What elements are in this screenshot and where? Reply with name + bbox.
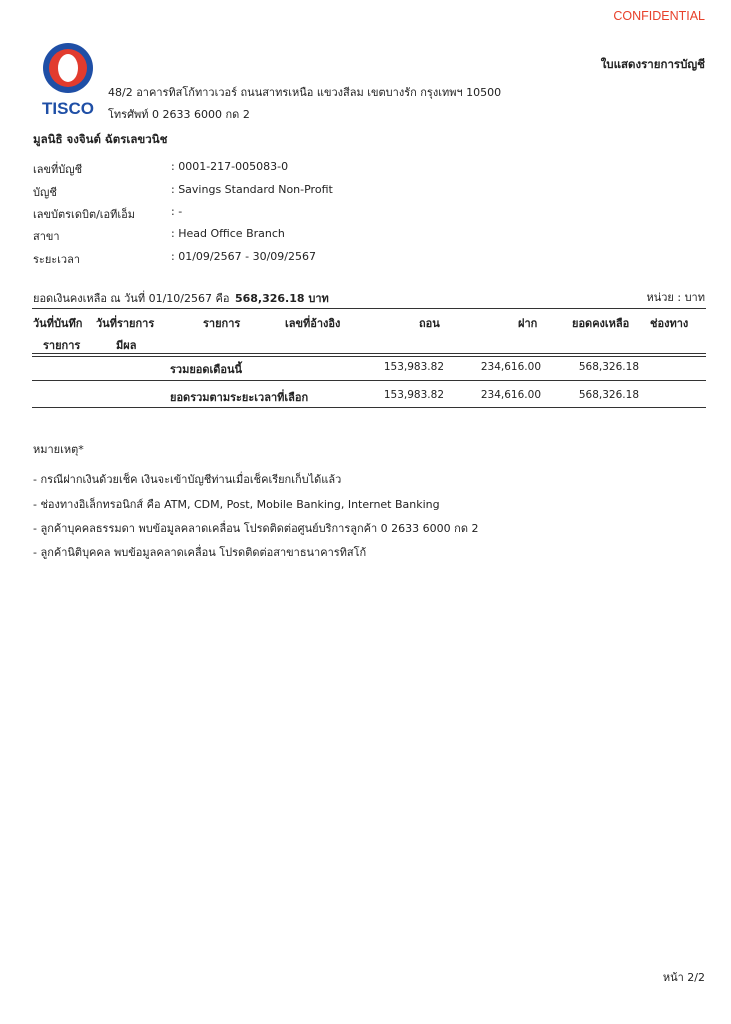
period-label: ระยะเวลา [33, 253, 81, 266]
account-number-label: เลขที่บัญชี [33, 163, 83, 176]
note-item: - ลูกค้าบุคคลธรรมดา พบข้อมูลคลาดเคลื่อน โปรดติดต่อศูนย์บริการลูกค้า 0 2633 6000 กด 2 [33, 522, 479, 535]
monthly-total-withdraw: 153,983.82 [383, 361, 444, 373]
note-item: - ช่องทางอิเล็กทรอนิกส์ คือ ATM, CDM, Post, Mobile Banking, Internet Banking [33, 498, 440, 511]
table-header-rule-1 [32, 353, 706, 354]
confidential-label: CONFIDENTIAL [613, 9, 705, 23]
col-withdraw-header: ถอน [419, 317, 440, 330]
currency-unit: หน่วย : บาท [646, 291, 705, 304]
balance-statement [33, 289, 329, 307]
period-total-withdraw: 153,983.82 [383, 389, 444, 401]
bank-phone: โทรศัพท์ 0 2633 6000 กด 2 [108, 108, 250, 121]
account-type-value: : Savings Standard Non-Profit [171, 183, 333, 196]
monthly-total-balance: 568,326.18 [578, 361, 639, 373]
note-item: - กรณีฝากเงินด้วยเช็ค เงินจะเข้าบัญชีท่านเมื่อเช็คเรียกเก็บได้แล้ว [33, 473, 342, 486]
balance-text: ยอดเงินคงเหลือ ณ วันที่ 01/10/2567 คือ [33, 292, 230, 305]
bank-address: 48/2 อาคารทิสโก้ทาวเวอร์ ถนนสาทรเหนือ แขวงสีลม เขตบางรัก กรุงเทพฯ 10500 [108, 86, 502, 99]
account-type-label: บัญชี [33, 186, 57, 199]
table-bottom-rule [32, 407, 706, 408]
col-channel-header: ช่องทาง [650, 317, 689, 330]
period-total-label: ยอดรวมตามระยะเวลาที่เลือก [170, 391, 309, 404]
card-number-label: เลขบัตรเดบิต/เอทีเอ็ม [33, 208, 136, 221]
col-record-date-header-line2: รายการ [43, 339, 81, 352]
table-header-rule-2 [32, 356, 706, 357]
period-value: : 01/09/2567 - 30/09/2567 [171, 250, 316, 263]
balance-amount: 568,326.18 บาท [234, 292, 329, 305]
tisco-ring-logo-icon [37, 38, 99, 118]
document-title: ใบแสดงรายการบัญชี [600, 57, 705, 71]
col-reference-header: เลขที่อ้างอิง [285, 317, 341, 330]
branch-label: สาขา [33, 230, 60, 243]
page-number: หน้า 2/2 [662, 971, 705, 984]
branch-value: : Head Office Branch [171, 227, 285, 240]
col-effective-date-header-line2: มีผล [116, 339, 137, 352]
col-description-header: รายการ [203, 317, 241, 330]
card-number-value: : - [171, 205, 183, 218]
col-record-date-header: วันที่บันทึก [33, 317, 83, 330]
logo-text: TISCO [42, 99, 94, 118]
account-holder-name: มูลนิธิ จงจินต์ ฉัตรเลขวนิช [33, 132, 168, 146]
account-number-value: : 0001-217-005083-0 [171, 160, 289, 173]
notes-title: หมายเหตุ* [33, 443, 84, 456]
note-item: - ลูกค้านิติบุคคล พบข้อมูลคลาดเคลื่อน โปรดติดต่อสาขาธนาคารทิสโก้ [33, 546, 367, 559]
tisco-logo [37, 38, 99, 118]
col-effective-date-header: วันที่รายการ [96, 317, 155, 330]
col-deposit-header: ฝาก [518, 317, 538, 330]
col-balance-header: ยอดคงเหลือ [572, 317, 630, 330]
period-total-deposit: 234,616.00 [480, 389, 541, 401]
monthly-total-label: รวมยอดเดือนนี้ [170, 363, 243, 376]
table-middle-rule [32, 380, 706, 381]
period-total-balance: 568,326.18 [578, 389, 639, 401]
monthly-total-deposit: 234,616.00 [480, 361, 541, 373]
table-top-rule [32, 308, 706, 309]
